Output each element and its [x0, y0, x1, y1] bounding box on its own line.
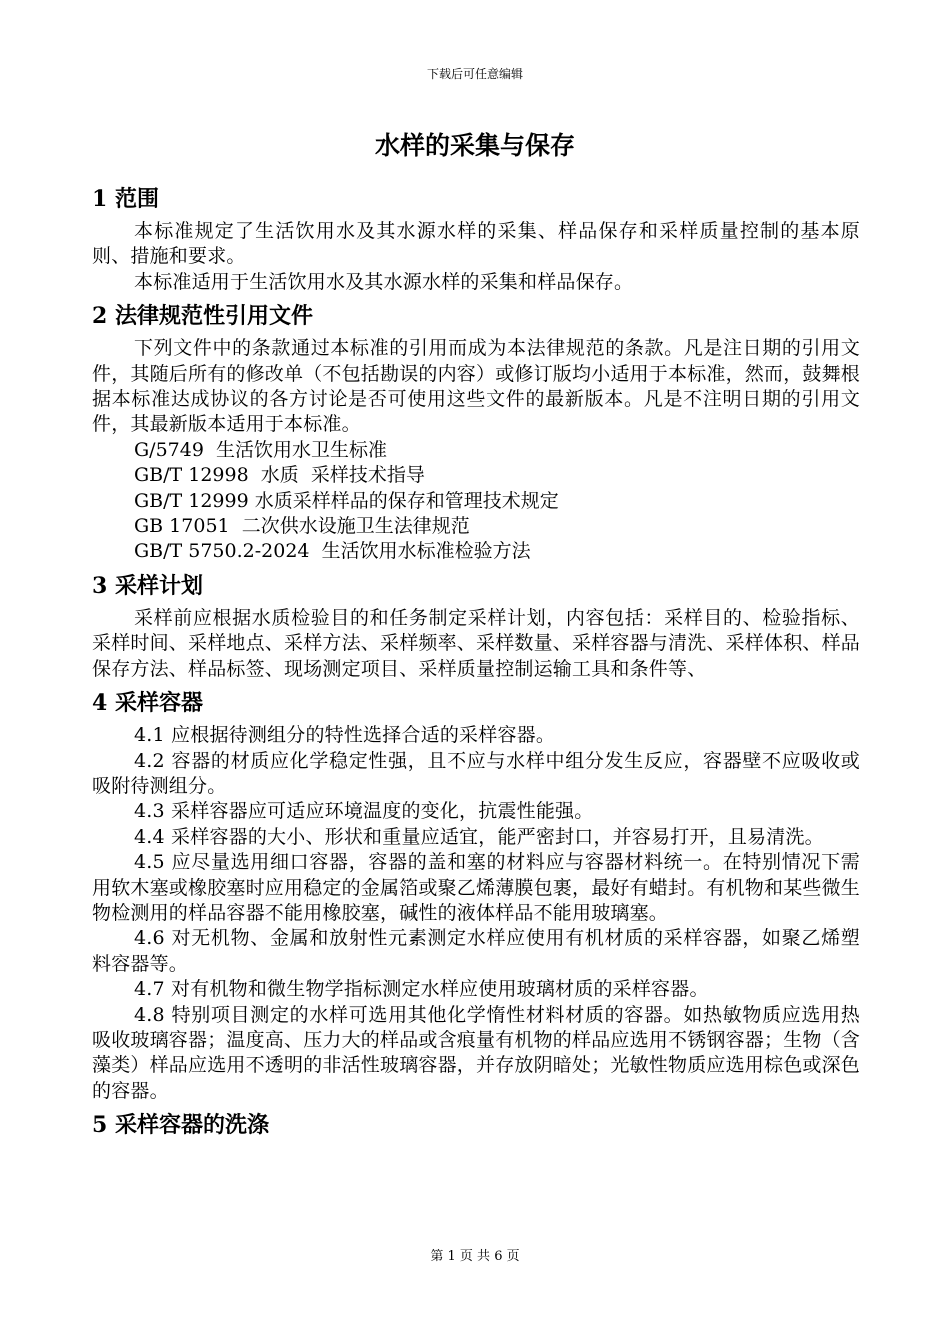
- section-heading: 3 采样计划: [92, 572, 203, 599]
- paragraph: 下列文件中的条款通过本标准的引用而成为本法律规范的条款。凡是注日期的引用文件，其随后所有的修改单（不包括勘误的内容）或修订版均小适用于本标准，然而，鼓舞根据本标准达成协议的各方讨论是否可使用这些文件的最新版本。凡是不注明日期的引用文件，其最新版本适用于本标准。: [92, 337, 861, 436]
- section-container-washing: [92, 1104, 860, 1145]
- reference-item: G/5749 生活饮用水卫生标准: [134, 438, 388, 461]
- section-heading: 2 法律规范性引用文件: [92, 303, 313, 330]
- clause-4-4: 4.4 采样容器的大小、形状和重量应适宜，能严密封口，并容易打开，且易清洗。: [134, 825, 824, 848]
- paragraph: 本标准规定了生活饮用水及其水源水样的采集、样品保存和采样质量控制的基本原则、措施和要求。: [92, 220, 860, 268]
- clause-4-7: 4.7 对有机物和微生物学指标测定水样应使用玻璃材质的采样容器。: [134, 978, 709, 1001]
- section-sampling-containers: [92, 682, 860, 1104]
- section-heading: 5 采样容器的洗涤: [92, 1112, 269, 1139]
- paragraph: 本标准适用于生活饮用水及其水源水样的采集和样品保存。: [134, 270, 634, 293]
- reference-item: GB 17051 二次供水设施卫生法律规范: [134, 515, 470, 538]
- document-title: 水样的采集与保存: [374, 131, 575, 160]
- document-body: [92, 178, 860, 1145]
- clause-4-3: 4.3 采样容器应可适应环境温度的变化，抗震性能强。: [134, 800, 594, 823]
- reference-item: GB/T 12998 水质 采样技术指导: [134, 464, 425, 487]
- clause-4-8: 4.8 特别项目测定的水样可选用其他化学惰性材料材质的容器。如热敏物质应选用热吸收玻璃容器；温度高、压力大的样品或含痕量有机物的样品应选用不锈钢容器；生物（含藻类）样品应选用不透明的非活性玻璃容器，并存放阴暗处；光敏性物质应选用棕色或深色的容器。: [92, 1003, 861, 1102]
- section-heading: 1 范围: [92, 186, 159, 212]
- reference-item: GB/T 5750.2-2024 生活饮用水标准检验方法: [134, 540, 531, 563]
- section-scope: [92, 178, 860, 295]
- clause-4-2: 4.2 容器的材质应化学稳定性强，且不应与水样中组分发生反应，容器壁不应吸收或吸附待测组分。: [92, 749, 860, 797]
- paragraph: 采样前应根据水质检验目的和任务制定采样计划，内容包括：采样目的、检验指标、采样时间、采样地点、采样方法、采样频率、采样数量、采样容器与清洗、采样体积、样品保存方法、样品标签、现场测定项目、采样质量控制运输工具和条件等、: [92, 606, 861, 680]
- clause-4-6: 4.6 对无机物、金属和放射性元素测定水样应使用有机材质的采样容器，如聚乙烯塑料容器等。: [92, 927, 860, 975]
- header-note: 下载后可任意编辑: [426, 67, 523, 81]
- reference-item: GB/T 12999 水质采样样品的保存和管理技术规定: [134, 489, 559, 512]
- section-sampling-plan: [92, 565, 860, 682]
- clause-4-5: 4.5 应尽量选用细口容器，容器的盖和塞的材料应与容器材料统一。在特别情况下需用软木塞或橡胶塞时应用稳定的金属箔或聚乙烯薄膜包裹，最好有蜡封。有机物和某些微生物检测用的样品容器不能用橡胶塞，碱性的液体样品不能用玻璃塞。: [92, 851, 861, 924]
- page-number-footer: 第 1 页 共 6 页: [430, 1249, 520, 1264]
- section-heading: 4 采样容器: [92, 690, 203, 717]
- section-normative-references: [92, 295, 860, 565]
- clause-4-1: 4.1 应根据待测组分的特性选择合适的采样容器。: [134, 724, 556, 747]
